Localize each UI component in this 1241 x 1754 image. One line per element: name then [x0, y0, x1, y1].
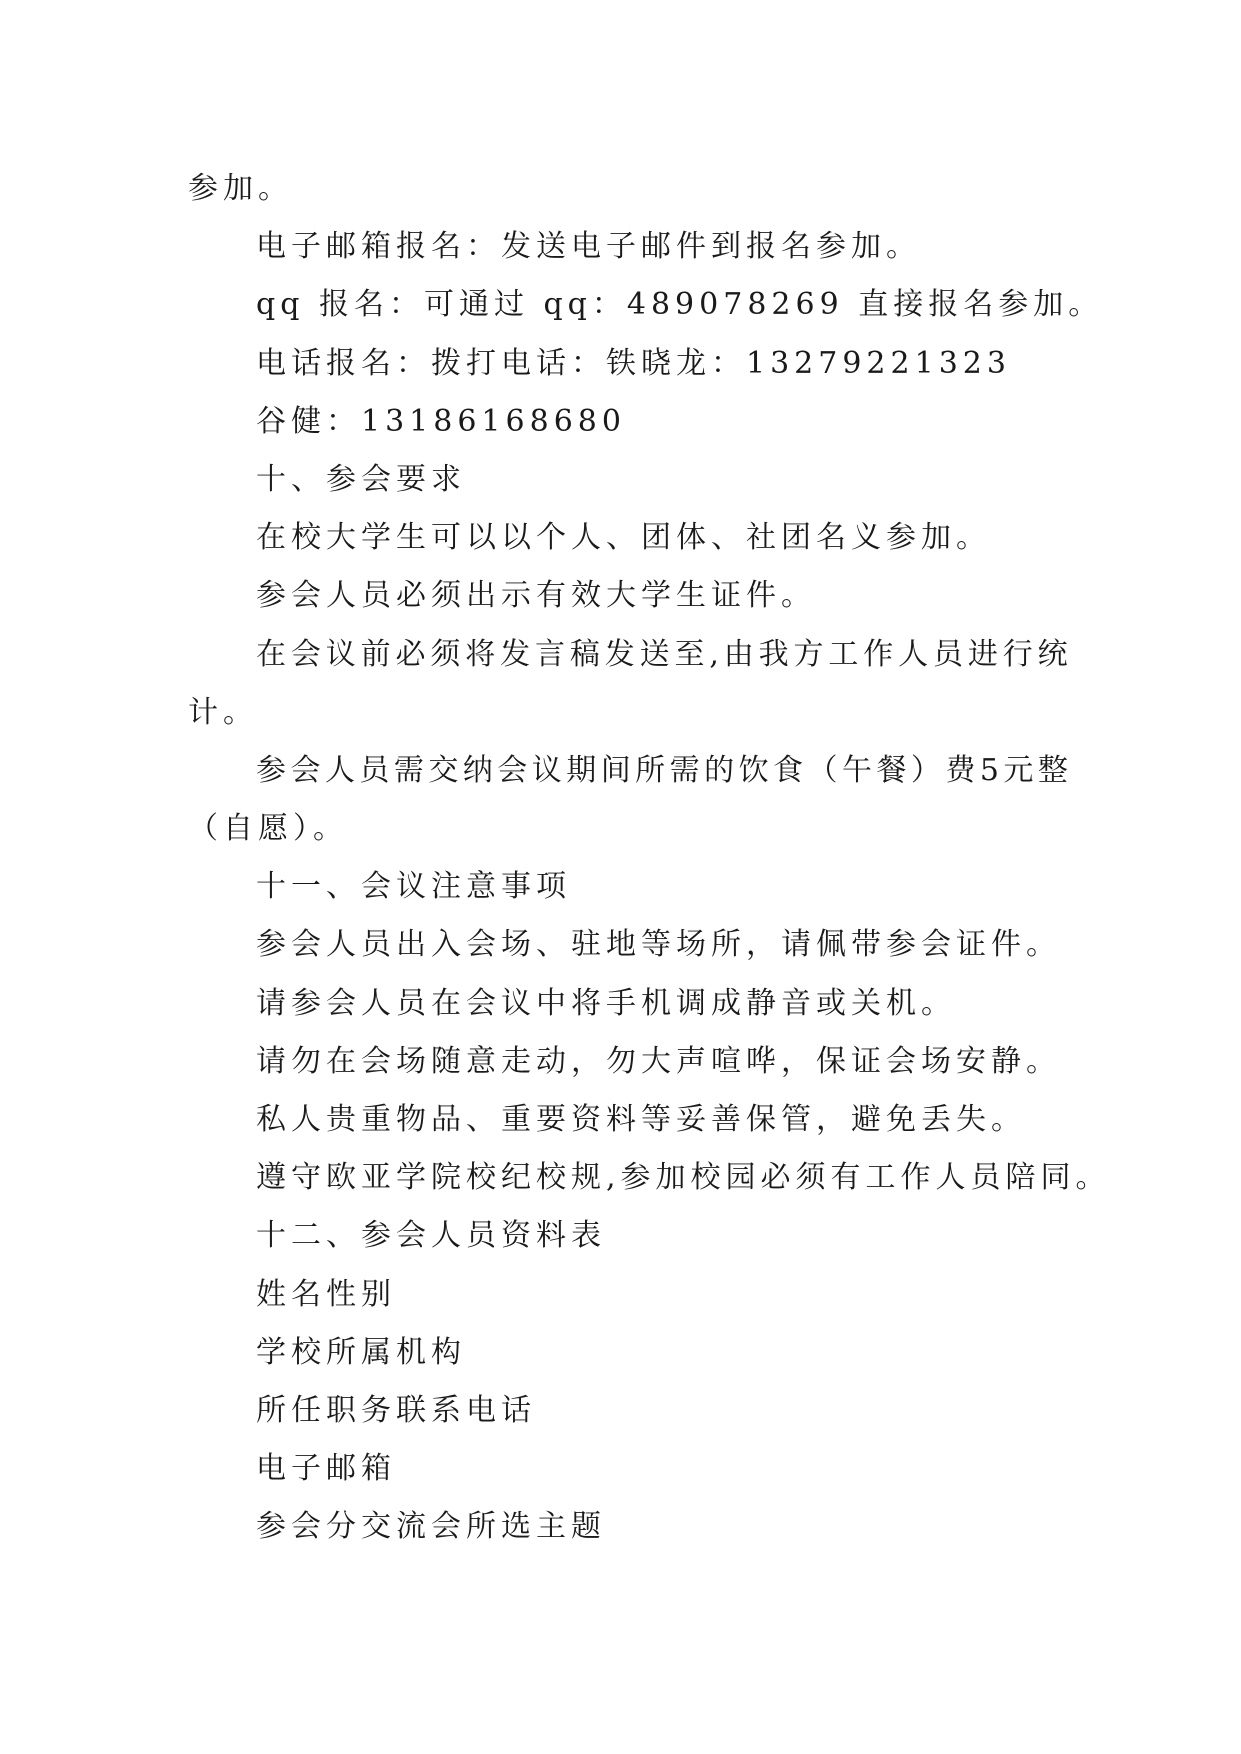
- text-glyph: 间: [600, 752, 631, 788]
- text-glyph: 所: [635, 752, 666, 788]
- text-glyph: 元: [1003, 752, 1034, 788]
- text-glyph: 整: [1037, 752, 1068, 788]
- text-line: 遵守欧亚学院校纪校规,参加校园必须有工作人员陪同。: [256, 1160, 1111, 1196]
- text-line: 电子邮箱报名：发送电子邮件到报名参加。: [256, 229, 921, 265]
- text-glyph: 言: [535, 636, 565, 672]
- text-line: 参加。: [188, 171, 293, 206]
- text-glyph: 须: [430, 636, 461, 672]
- text-glyph: 员: [359, 752, 390, 788]
- text-glyph: 参: [256, 752, 286, 788]
- text-line: 请参会人员在会议中将手机调成静音或关机。: [256, 985, 956, 1021]
- table-field-line: 学校所属机构: [256, 1334, 466, 1370]
- text-line: 参会人员必须出示有效大学生证件。: [256, 578, 816, 614]
- text-line: 请勿在会场随意走动，勿大声喧哗，保证会场安静。: [256, 1043, 1061, 1079]
- text-glyph: 会: [497, 752, 528, 788]
- text-glyph: 方: [793, 636, 824, 672]
- text-glyph: 纳: [462, 752, 493, 788]
- text-glyph: 员: [933, 636, 964, 672]
- text-glyph: 会: [290, 752, 321, 788]
- text-line: 在校大学生可以以个人、团体、社团名义参加。: [256, 520, 991, 556]
- text-glyph: 议: [325, 636, 356, 672]
- section-heading: 十、参会要求: [256, 461, 466, 497]
- text-glyph: 交: [428, 752, 459, 788]
- text-glyph: 会: [290, 636, 321, 672]
- text-glyph: 人: [898, 636, 929, 672]
- text-glyph: 发: [604, 636, 635, 672]
- text-glyph: ,: [709, 636, 719, 672]
- text-glyph: 需: [669, 752, 700, 788]
- text-glyph: （: [807, 752, 838, 788]
- table-field-line: 参会分交流会所选主题: [256, 1509, 606, 1545]
- text-glyph: 由: [723, 636, 754, 672]
- text-glyph: 前: [360, 636, 391, 672]
- text-line: （自愿）。: [188, 811, 348, 847]
- table-field-line: 所任职务联系电话: [256, 1392, 536, 1428]
- text-glyph: 我: [758, 636, 789, 672]
- text-glyph: 行: [1002, 636, 1033, 672]
- text-glyph: 至: [674, 636, 705, 672]
- text-line: 计。: [188, 694, 258, 730]
- document-body: [188, 160, 1111, 1557]
- text-glyph: 5: [979, 752, 999, 788]
- text-line: 谷健：13186168680: [256, 403, 626, 439]
- text-glyph: 议: [531, 752, 562, 788]
- text-glyph: 送: [639, 636, 670, 672]
- text-glyph: 期: [566, 752, 597, 788]
- text-glyph: 在: [256, 636, 286, 672]
- text-glyph: 进: [967, 636, 998, 672]
- text-glyph: 必: [395, 636, 426, 672]
- text-line-justified: [188, 626, 1068, 684]
- text-glyph: 作: [863, 636, 894, 672]
- text-glyph: 将: [465, 636, 496, 672]
- text-glyph: 需: [393, 752, 424, 788]
- text-glyph: 工: [828, 636, 859, 672]
- text-glyph: ）: [910, 752, 941, 788]
- text-glyph: 的: [704, 752, 735, 788]
- section-heading: 十二、参会人员资料表: [256, 1218, 606, 1254]
- text-glyph: 费: [945, 752, 976, 788]
- text-glyph: 食: [773, 752, 804, 788]
- text-line: qq 报名：可通过 qq：489078269 直接报名参加。: [256, 287, 1104, 323]
- text-glyph: 稿: [569, 636, 600, 672]
- text-glyph: 饮: [738, 752, 769, 788]
- text-glyph: 午: [841, 752, 872, 788]
- text-glyph: 发: [500, 636, 531, 672]
- text-glyph: 人: [324, 752, 355, 788]
- table-field-line: 姓名性别: [256, 1276, 396, 1312]
- text-glyph: 统: [1037, 636, 1068, 672]
- text-line: 参会人员出入会场、驻地等场所，请佩带参会证件。: [256, 927, 1061, 963]
- text-line: 私人贵重物品、重要资料等妥善保管，避免丢失。: [256, 1102, 1026, 1137]
- section-heading: 十一、会议注意事项: [256, 869, 571, 905]
- text-line: 电话报名：拨打电话：铁晓龙：13279221323: [256, 345, 1011, 381]
- table-field-line: 电子邮箱: [256, 1451, 396, 1487]
- text-glyph: 餐: [876, 752, 907, 788]
- text-line-justified: [188, 742, 1068, 800]
